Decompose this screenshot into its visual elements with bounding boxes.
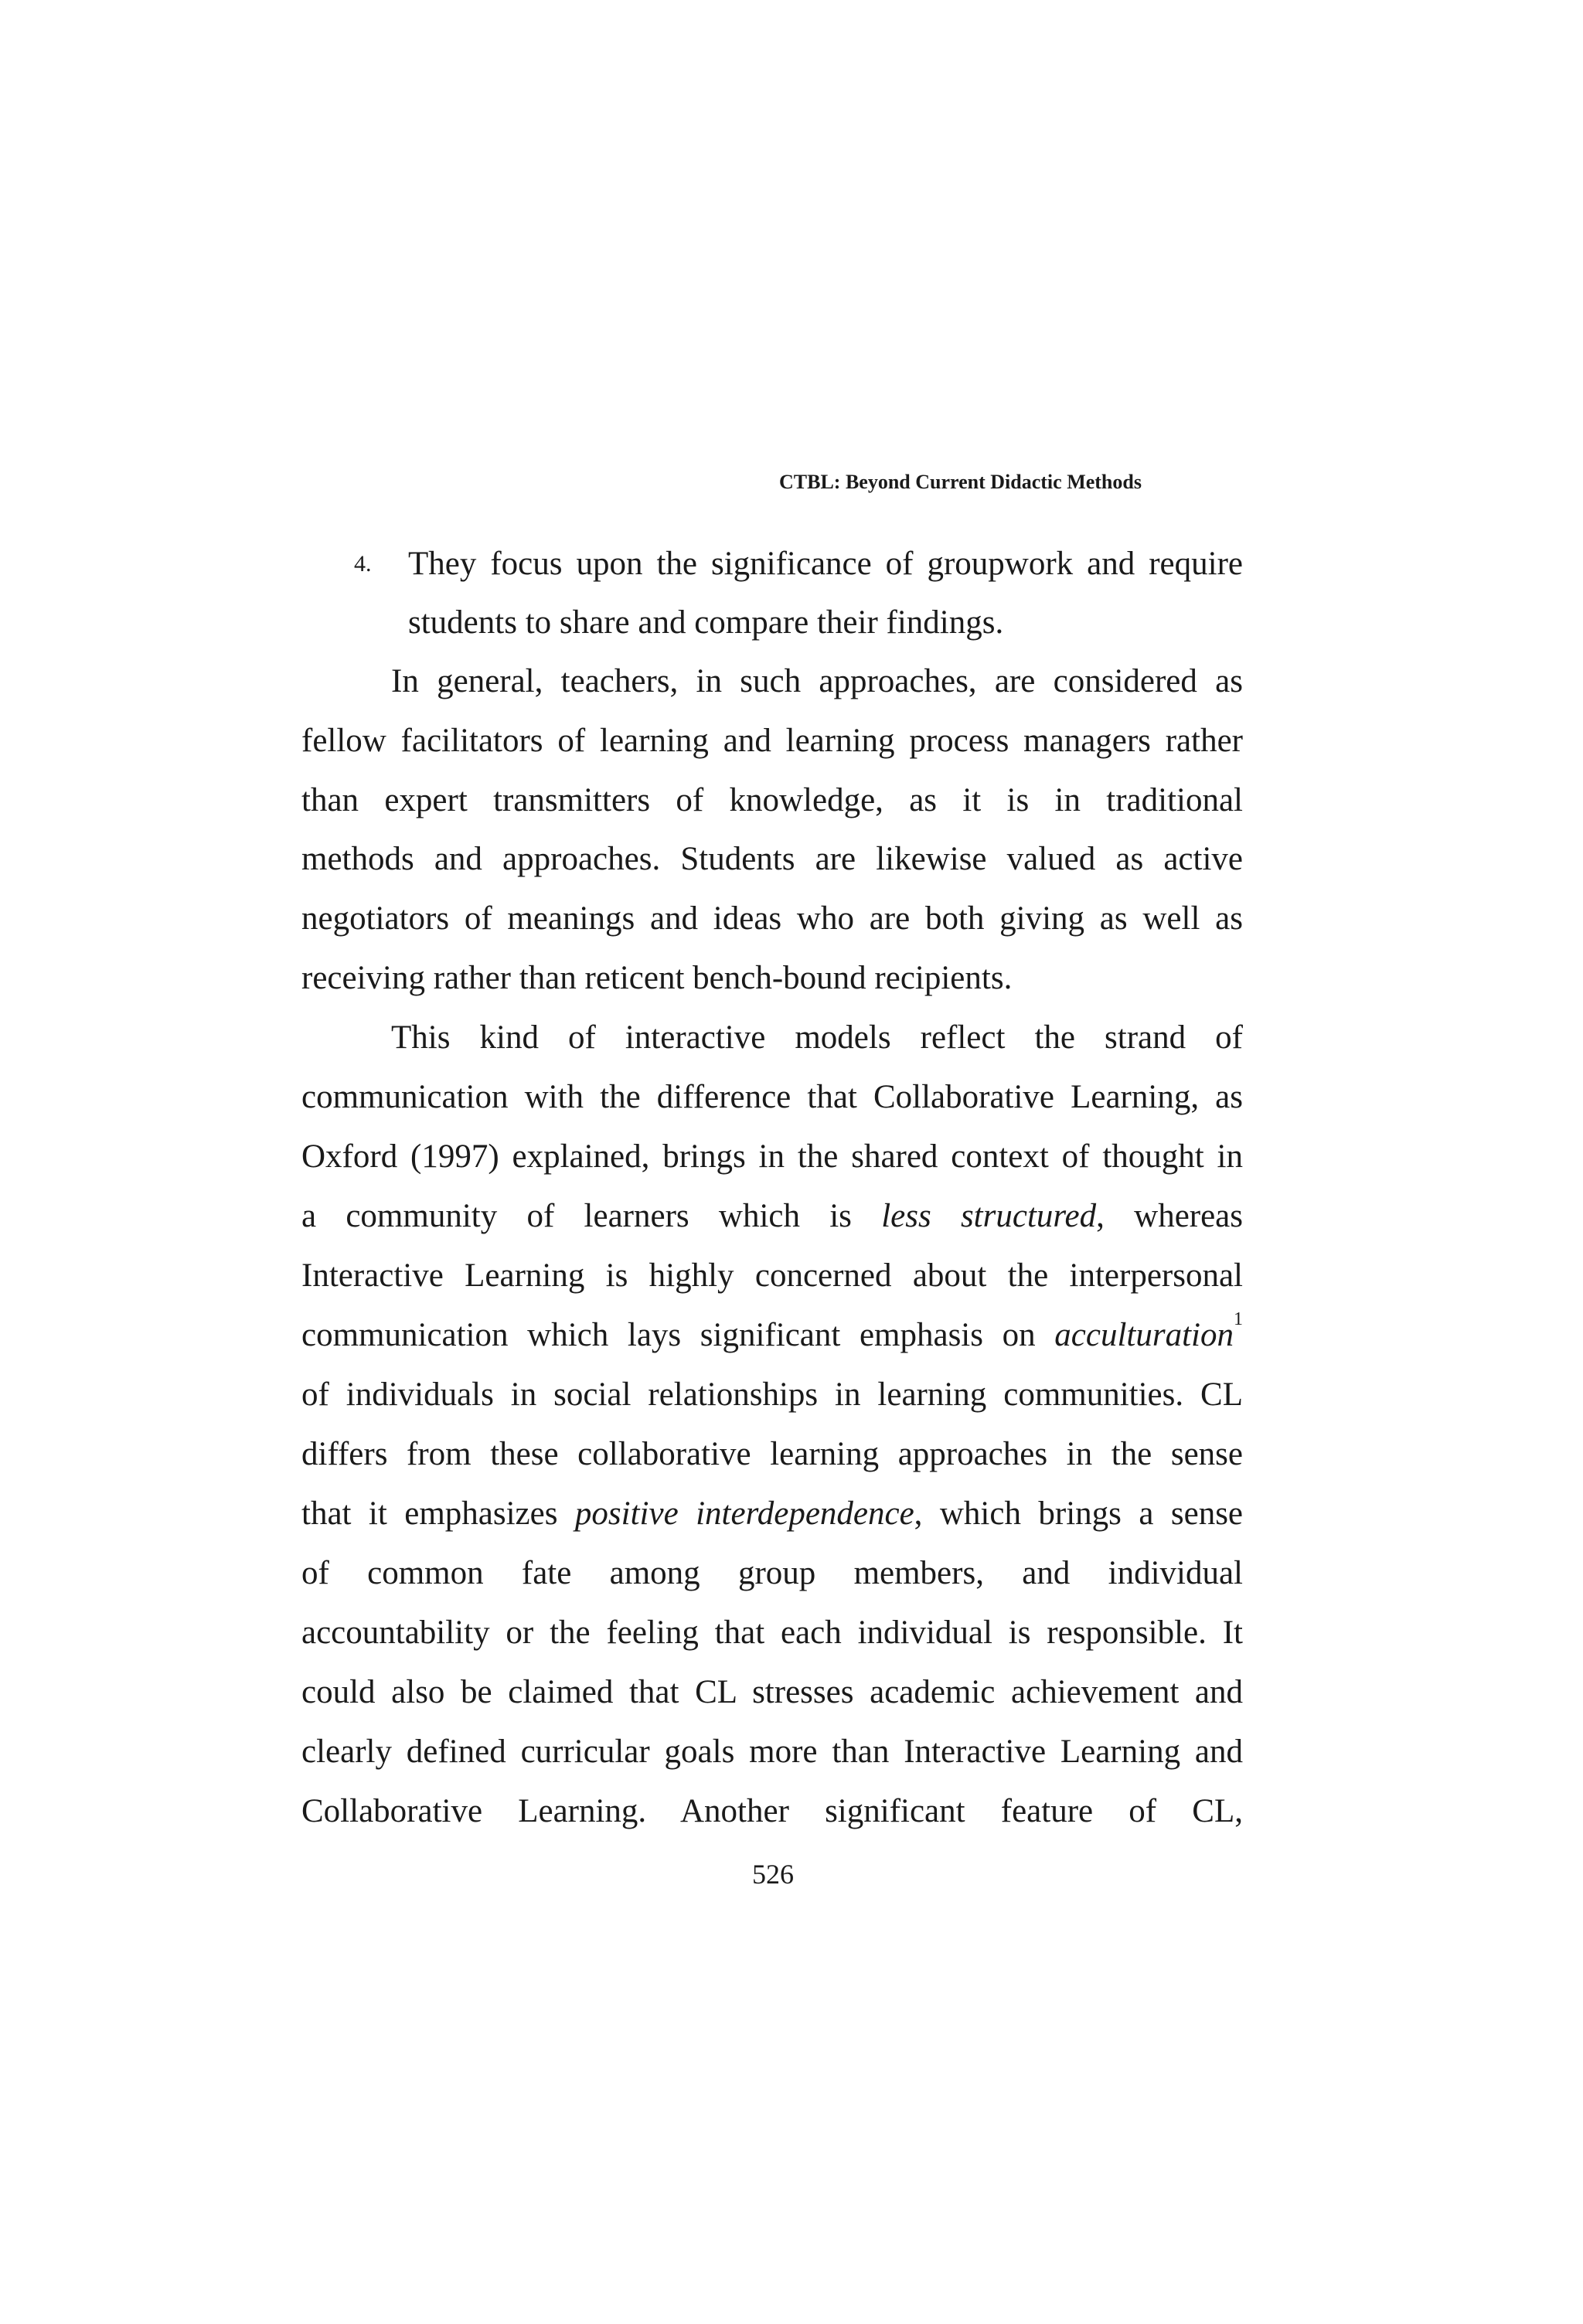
text-line: receiving rather than reticent bench-bound recipients. (301, 960, 1013, 996)
text-line: communication with the difference that Collaborative Learning, as (301, 1079, 1243, 1115)
text-run: a community of learners which is (301, 1198, 882, 1234)
page-number: 526 (752, 1859, 794, 1890)
text-line (301, 1309, 1243, 1359)
text-line: of common fate among group members, and individual (301, 1555, 1243, 1591)
text-run: that it emphasizes (301, 1495, 575, 1532)
text-run: communication which lays significant emphasis on (301, 1317, 1055, 1353)
list-item-line: They focus upon the significance of groupwork and require (408, 546, 1243, 582)
text-line: differs from these collaborative learning approaches in the sense (301, 1436, 1243, 1472)
text-line: of individuals in social relationships in learning communities. CL (301, 1376, 1243, 1413)
text-line: negotiators of meanings and ideas who are both giving as well as (301, 900, 1243, 937)
text-line (301, 1491, 1243, 1537)
text-line: In general, teachers, in such approaches, are considered as (391, 663, 1243, 699)
running-head: CTBL: Beyond Current Didactic Methods (779, 471, 1142, 493)
text-line: accountability or the feeling that each individual is responsible. It (301, 1615, 1243, 1651)
text-run: , which brings a sense (914, 1495, 1244, 1532)
footnote-marker[interactable]: 1 (1234, 1309, 1243, 1329)
text-line: Interactive Learning is highly concerned about the interpersonal (301, 1257, 1243, 1294)
emphasis: less structured (881, 1198, 1097, 1234)
text-line: This kind of interactive models reflect the strand of (391, 1019, 1243, 1056)
text-line: Oxford (1997) explained, brings in the shared context of thought in (301, 1138, 1243, 1175)
text-run: , whereas (1096, 1198, 1243, 1234)
text-line: fellow facilitators of learning and learning process managers rather (301, 723, 1243, 759)
emphasis: positive interdependence (574, 1495, 914, 1532)
text-line: than expert transmitters of knowledge, as it is in traditional (301, 782, 1243, 818)
text-line (301, 1193, 1243, 1240)
text-line: Collaborative Learning. Another significant feature of CL, (301, 1793, 1243, 1829)
text-line: could also be claimed that CL stresses academic achievement and (301, 1674, 1243, 1710)
text-line: clearly defined curricular goals more than Interactive Learning and (301, 1734, 1243, 1770)
list-item-line: students to share and compare their findings. (408, 604, 1004, 641)
text-line: methods and approaches. Students are likewise valued as active (301, 841, 1243, 877)
list-item-number: 4. (354, 551, 372, 577)
emphasis: acculturation (1054, 1317, 1234, 1353)
